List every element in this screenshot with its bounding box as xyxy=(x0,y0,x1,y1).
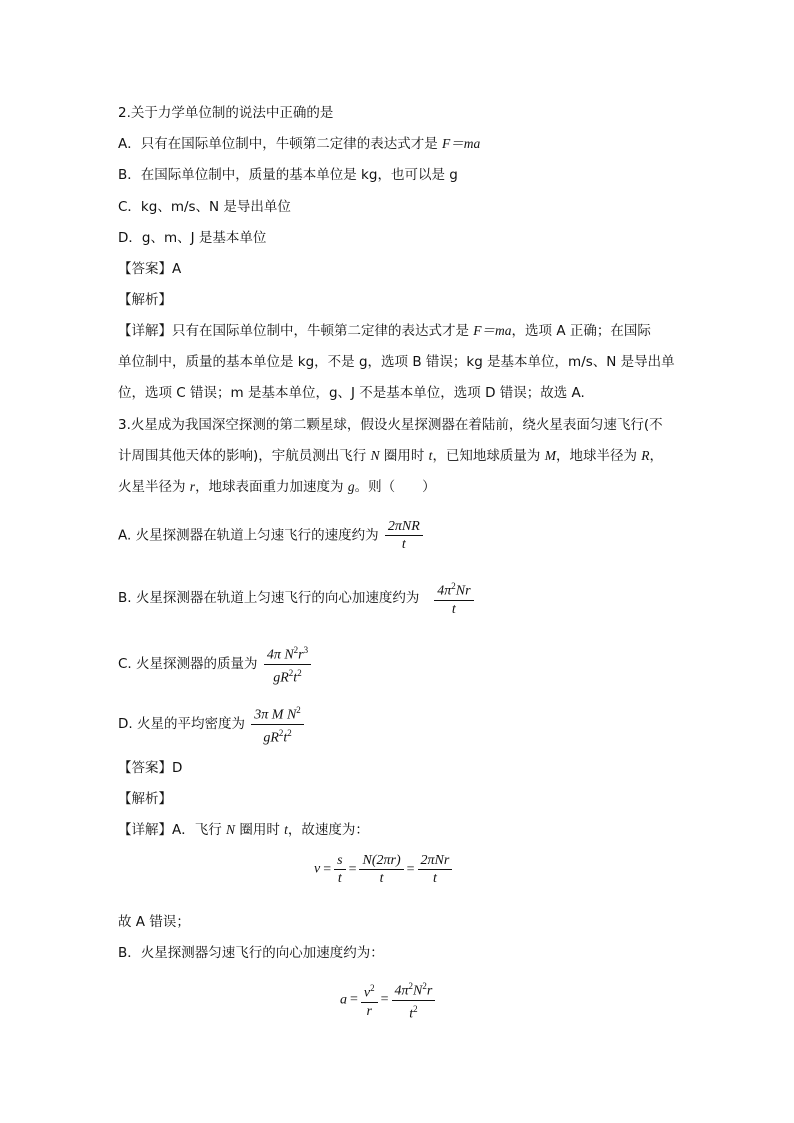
q2-option-c: C．kg、m/s、N 是导出单位 xyxy=(118,199,291,215)
q3-stem-line-3: 火星半径为 r，地球表面重力加速度为 g。则（ ） xyxy=(118,479,436,495)
velocity-equation: v = $\frac{s}{t}$ = $\frac{N(2\pi r)}{t}$ = $\frac{\text{2πNr}}{t}$ xyxy=(314,852,452,887)
q2-option-a: A．只有在国际单位制中，牛顿第二定律的表达式才是 F＝ma xyxy=(118,136,481,152)
q3-option-b: B. 火星探测器在轨道上匀速飞行的向心加速度约为 $\frac{4\pi^2Nr}{t}$ xyxy=(118,578,476,618)
q2-stem: 2.关于力学单位制的说法中正确的是 xyxy=(118,105,334,121)
q3-stem-line-2: 计周围其他天体的影响)，宇航员测出飞行 N 圈用时 t，已知地球质量为 M，地球半径为 R， xyxy=(118,448,664,464)
q3-option-a-fraction: $\frac{\text{2πNR}}{t}$ xyxy=(385,518,423,553)
q3-detail-b: B．火星探测器匀速飞行的向心加速度约为： xyxy=(118,945,384,961)
q3-option-c: C. 火星探测器的质量为 $\frac{4\pi N^2r^3}{gR^2t^2}$ xyxy=(118,642,313,686)
q2-analysis-heading: 【解析】 xyxy=(118,292,172,308)
q3-option-d-fraction: $\frac{3\pi M N^2}{gR^2t^2}$ xyxy=(251,702,304,746)
q2-option-b: B．在国际单位制中，质量的基本单位是 kg，也可以是 g xyxy=(118,167,458,183)
q3-option-b-fraction: $\frac{4\pi^2Nr}{t}$ xyxy=(434,578,473,618)
q3-stem-line-1: 3.火星成为我国深空探测的第二颗星球，假设火星探测器在着陆前，绕火星表面匀速飞行(不 xyxy=(118,417,663,433)
q3-a-conclusion: 故 A 错误； xyxy=(118,914,190,930)
q3-option-a: A. 火星探测器在轨道上匀速飞行的速度约为 $\frac{\text{2πNR}}{t}$ xyxy=(118,518,425,553)
q3-option-c-fraction: $\frac{4\pi N^2r^3}{gR^2t^2}$ xyxy=(264,642,311,686)
q2-detail-line-2: 单位制中，质量的基本单位是 kg，不是 g，选项 B 错误；kg 是基本单位，m/s、N 是导出单 xyxy=(118,354,675,370)
q3-analysis-heading: 【解析】 xyxy=(118,791,172,807)
q2-detail-line-3: 位，选项 C 错误；m 是基本单位，g、J 不是基本单位，选项 D 错误；故选 A. xyxy=(118,385,585,401)
q2-option-d: D．g、m、J 是基本单位 xyxy=(118,230,267,246)
acceleration-equation: a = $\frac{v^2}{r}$ = $\frac{4\pi^2N^2r}{t^2}$ xyxy=(340,978,435,1022)
q3-option-d: D. 火星的平均密度为 $\frac{3\pi M N^2}{gR^2t^2}$ xyxy=(118,702,306,746)
q3-answer: 【答案】D xyxy=(118,760,183,776)
q2-answer: 【答案】A xyxy=(118,261,182,277)
q2-detail-line-1: 【详解】只有在国际单位制中，牛顿第二定律的表达式才是 F＝ma，选项 A 正确；在国际 xyxy=(118,323,651,339)
q3-detail-a: 【详解】A．飞行 N 圈用时 t，故速度为： xyxy=(118,822,369,838)
